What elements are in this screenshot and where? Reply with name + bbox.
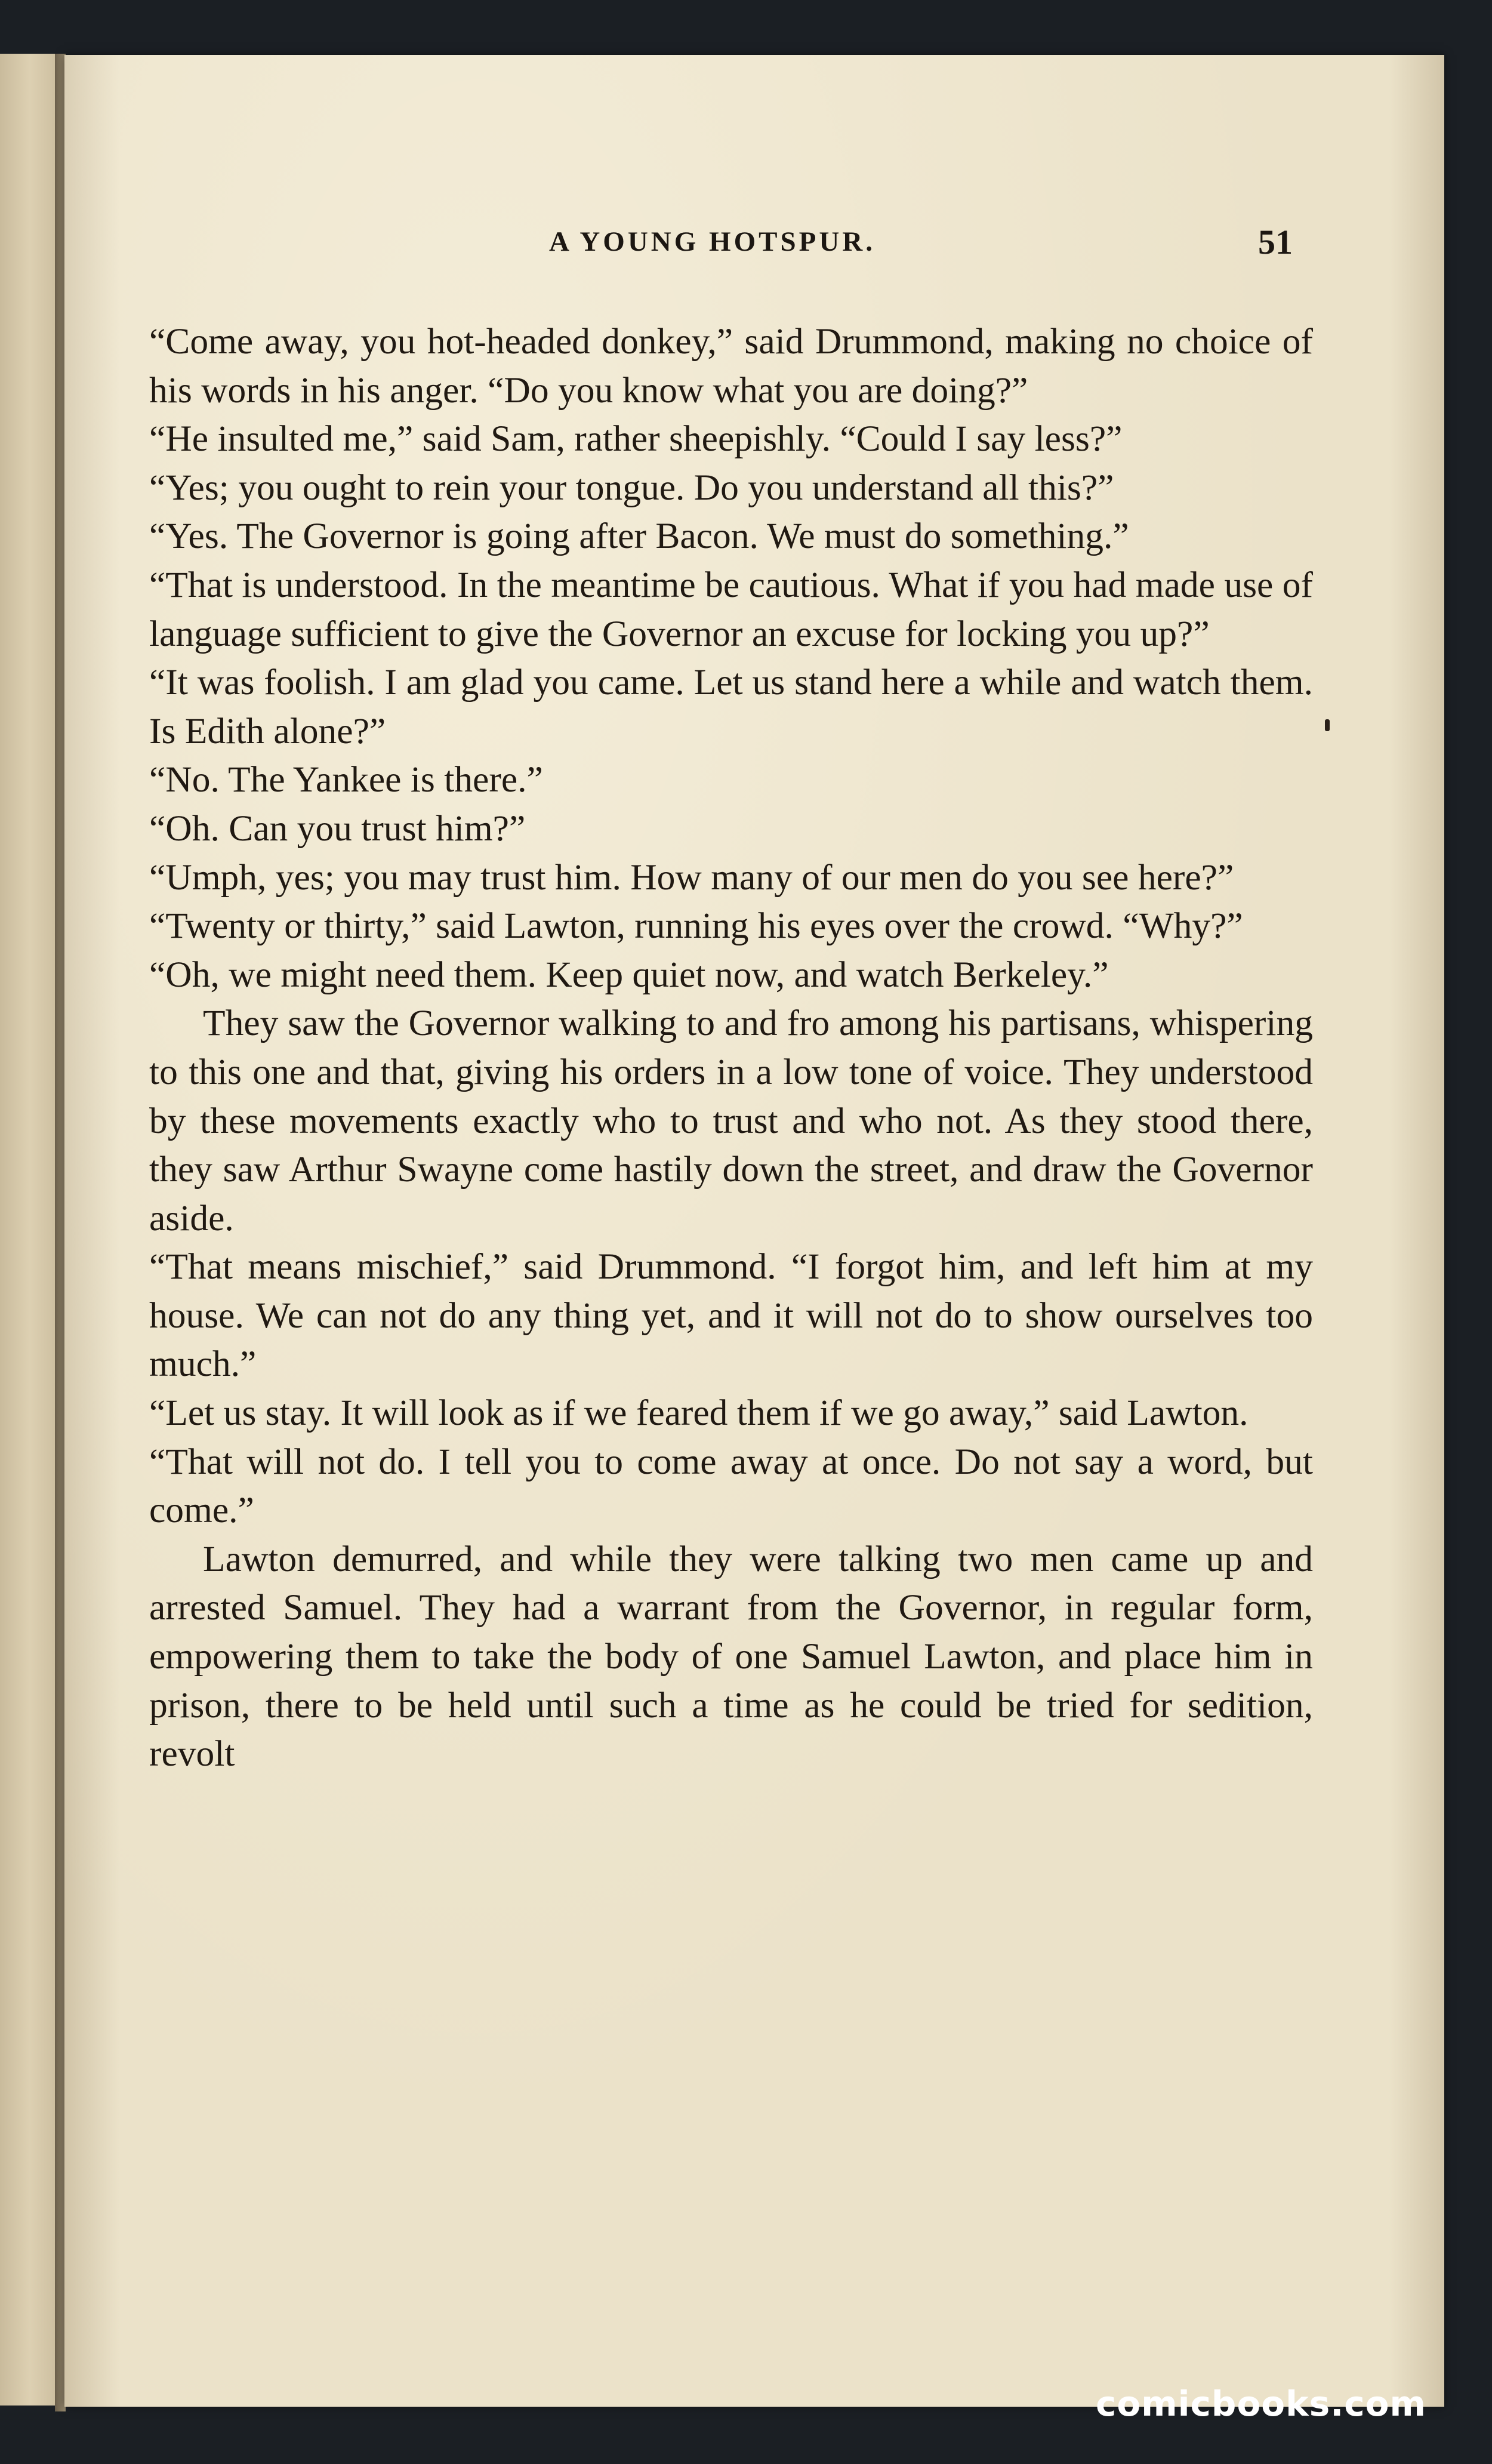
body-text [149,318,1313,1779]
paragraph: “Yes; you ought to rein your tongue. Do you understand all this?” [149,467,1114,508]
watermark: comicbooks.com [1096,2383,1426,2424]
paragraph: “Come away, you hot-headed donkey,” said Drummond, making no choice of his words in his anger. “Do you know what you are doing?” [149,321,1313,411]
paragraph: “Twenty or thirty,” said Lawton, running his eyes over the crowd. “Why?” [149,905,1243,947]
paragraph: “Let us stay. It will look as if we feared them if we go away,” said Lawton. [149,1393,1249,1434]
paragraph: “That will not do. I tell you to come away at once. Do not say a word, but come.” [149,1441,1313,1531]
page-number: 51 [1258,223,1293,261]
paragraph: “That is understood. In the meantime be cautious. What if you had made use of language sufficient to give the Governor an excuse for locking you up?” [149,564,1313,654]
paragraph: “That means mischief,” said Drummond. “I forgot him, and left him at my house. We can not do any thing yet, and it will not do to show ourselves too much.” [149,1246,1313,1385]
running-title: A YOUNG HOTSPUR. [549,226,876,257]
paragraph: “No. The Yankee is there.” [149,759,543,800]
running-head [0,223,1492,261]
paragraph: “Yes. The Governor is going after Bacon. We must do something.” [149,516,1129,557]
ink-speck [1325,719,1330,731]
paragraph: Lawton demurred, and while they were talking two men came up and arrested Samuel. They had a warrant from the Governor, in regular form, empowering them to take the body of one Samuel Lawton, and place him in prison, there to be held until such a time as he could be tried for sedition, revolt [149,1538,1313,1775]
paragraph: “It was foolish. I am glad you came. Let us stand here a while and watch them. Is Edith alone?” [149,662,1313,751]
paragraph: “He insulted me,” said Sam, rather sheepishly. “Could I say less?” [149,418,1123,460]
paragraph: “Oh, we might need them. Keep quiet now, and watch Berkeley.” [149,954,1109,995]
paragraph: “Umph, yes; you may trust him. How many of our men do you see here?” [149,857,1234,898]
facing-page-edge [0,54,60,2406]
paragraph: “Oh. Can you trust him?” [149,808,526,849]
paragraph: They saw the Governor walking to and fro among his partisans, whispering to this one and that, giving his orders in a low tone of voice. They understood by these movements exactly who to trust and who not. As they stood there, they saw Arthur Swayne come hastily down the street, and draw the Governor aside. [149,1003,1313,1239]
